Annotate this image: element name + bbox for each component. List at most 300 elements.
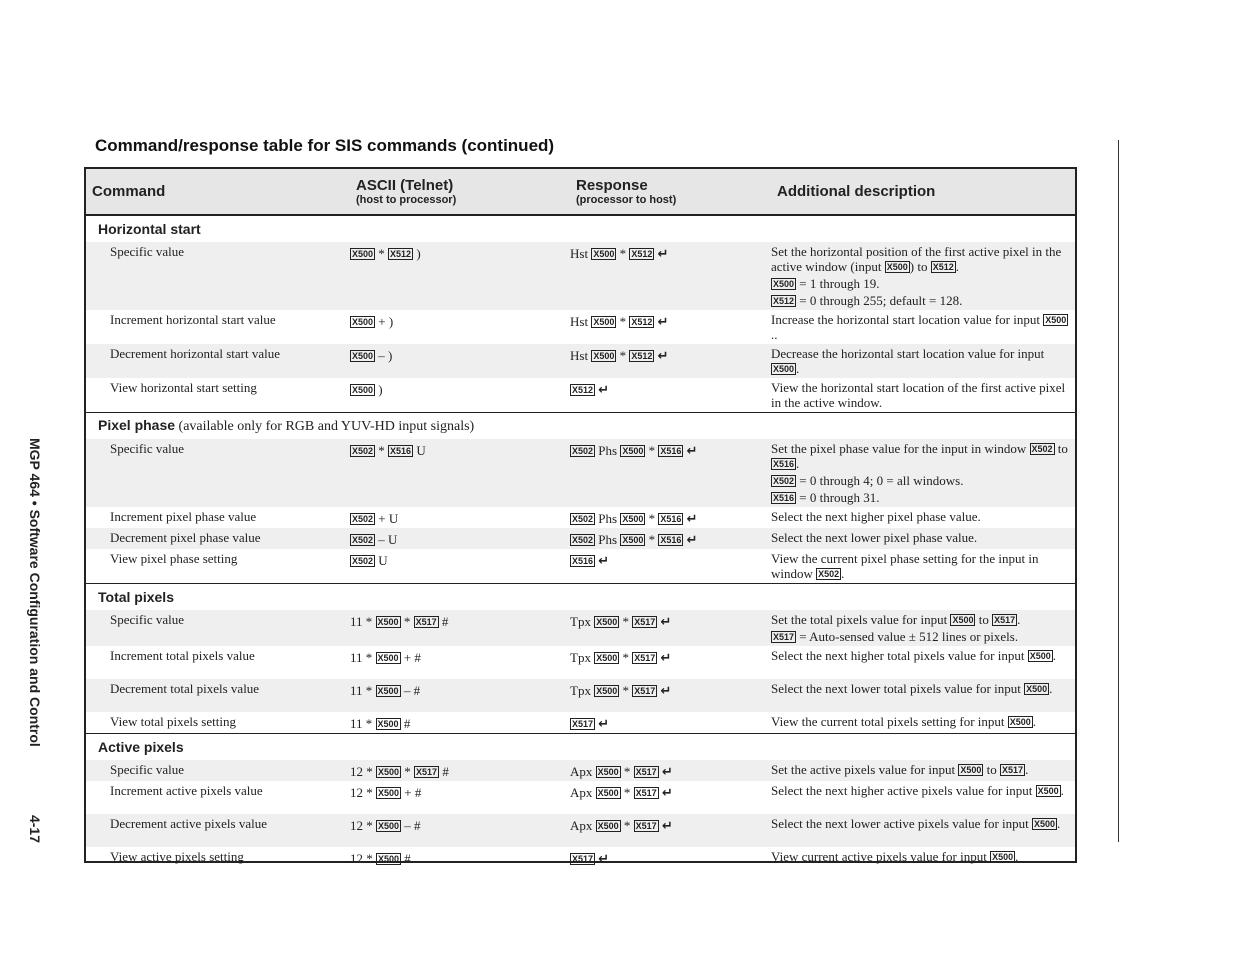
variable-code: X517 xyxy=(415,617,437,627)
variable-code: X502 xyxy=(352,514,374,524)
text-segment: * xyxy=(645,511,659,526)
variable-code: X512 xyxy=(631,351,653,361)
variable-code: X512 xyxy=(773,296,795,306)
text-segment: View the current pixel phase setting for the input in window xyxy=(771,551,1039,581)
text-segment: * xyxy=(620,818,634,833)
text-segment: Apx xyxy=(570,785,596,800)
description-line xyxy=(771,276,1069,291)
variable-code: X517 xyxy=(635,767,657,777)
text-segment: = Auto-sensed value ± 512 lines or pixels. xyxy=(796,629,1019,644)
variable-code: X500 xyxy=(1029,651,1051,661)
variable-code: X500 xyxy=(378,821,400,831)
response xyxy=(570,344,771,378)
variable-code: X516 xyxy=(660,535,682,545)
description xyxy=(771,679,1075,712)
text-segment: * xyxy=(645,443,659,458)
text-segment: U xyxy=(375,553,388,568)
section-title-text: Total pixels xyxy=(98,589,174,605)
command-name: Specific value xyxy=(86,760,350,781)
description xyxy=(771,847,1075,868)
section-title xyxy=(86,734,1075,761)
variable-code: X500 xyxy=(596,686,618,696)
text-segment: U xyxy=(413,443,426,458)
variable-code: X500 xyxy=(593,249,615,259)
enter-key-icon: ↵ xyxy=(598,383,610,398)
table-header-row xyxy=(86,169,1075,215)
text-segment: . xyxy=(1032,714,1037,729)
enter-key-icon: ↵ xyxy=(598,852,610,867)
variable-code: X500 xyxy=(378,767,400,777)
ascii-command xyxy=(350,760,570,781)
table-body xyxy=(86,215,1075,868)
description xyxy=(771,528,1075,549)
section-header-row xyxy=(86,413,1075,440)
enter-key-icon: ↵ xyxy=(660,684,672,699)
text-segment: 11 * xyxy=(350,716,376,731)
text-segment: Set the active pixels value for input xyxy=(771,762,959,777)
text-segment: View current active pixels value for input xyxy=(771,849,991,864)
table-row xyxy=(86,610,1075,646)
response xyxy=(570,610,771,646)
response xyxy=(570,549,771,584)
variable-code: X516 xyxy=(390,446,412,456)
response xyxy=(570,310,771,344)
text-segment: . xyxy=(1052,648,1056,663)
variable-code: X500 xyxy=(377,719,399,729)
text-segment: = 0 through 255; default = 128. xyxy=(796,293,963,308)
ascii-command xyxy=(350,549,570,584)
text-segment: * xyxy=(619,683,633,698)
text-segment: * xyxy=(616,246,630,261)
text-segment: # xyxy=(400,716,411,731)
section-title xyxy=(86,584,1075,611)
variable-code: X500 xyxy=(352,317,374,327)
variable-code: X500 xyxy=(352,351,374,361)
text-segment: # xyxy=(438,614,449,629)
text-segment: Select the next lower pixel phase value. xyxy=(771,530,978,545)
command-name: View horizontal start setting xyxy=(110,380,257,395)
variable-code: X516 xyxy=(572,556,594,566)
margin-rule xyxy=(1118,140,1119,842)
enter-key-icon: ↵ xyxy=(657,247,669,262)
description-line xyxy=(771,714,1069,729)
text-segment: – # xyxy=(400,683,421,698)
text-segment: Set the pixel phase value for the input in window xyxy=(771,441,1030,456)
text-segment: * xyxy=(401,764,415,779)
section-title xyxy=(86,413,1075,440)
text-segment: – U xyxy=(375,532,398,547)
ascii-command xyxy=(350,378,570,413)
header-response-sub: (processor to host) xyxy=(576,194,677,206)
command-name: Specific value xyxy=(86,610,350,646)
text-segment: + # xyxy=(400,650,421,665)
variable-code: X500 xyxy=(593,317,615,327)
text-segment: . xyxy=(1057,816,1061,831)
variable-code: X500 xyxy=(377,686,399,696)
variable-code: X500 xyxy=(378,788,400,798)
text-segment: = 1 through 19. xyxy=(796,276,880,291)
text-segment: * xyxy=(645,532,659,547)
variable-code: X500 xyxy=(597,788,619,798)
variable-code: X517 xyxy=(773,632,795,642)
text-segment: * xyxy=(619,614,633,629)
text-segment: 12 * xyxy=(350,818,376,833)
enter-key-icon: ↵ xyxy=(661,765,673,780)
ascii-command xyxy=(350,610,570,646)
response xyxy=(570,712,771,734)
variable-code: X517 xyxy=(634,686,656,696)
section-title-text: Active pixels xyxy=(98,739,184,755)
description xyxy=(771,646,1075,679)
text-segment: . xyxy=(955,259,959,274)
text-segment: . xyxy=(841,566,845,581)
enter-key-icon: ↵ xyxy=(661,786,673,801)
text-segment: = 0 through 4; 0 = all windows. xyxy=(796,473,964,488)
command-name: Increment active pixels value xyxy=(110,783,263,798)
variable-code: X502 xyxy=(352,446,374,456)
page-title: Command/response table for SIS commands (continued) xyxy=(95,136,555,155)
variable-code: X502 xyxy=(352,535,374,545)
response xyxy=(570,679,771,712)
variable-code: X512 xyxy=(572,385,594,395)
enter-key-icon: ↵ xyxy=(657,315,669,330)
text-segment: 11 * xyxy=(350,650,376,665)
text-segment: Hst xyxy=(570,348,592,363)
enter-key-icon: ↵ xyxy=(660,615,672,630)
variable-code: X512 xyxy=(390,249,412,259)
variable-code: X500 xyxy=(622,535,644,545)
text-segment: to xyxy=(983,762,1001,777)
variable-code: X502 xyxy=(1031,444,1053,454)
description xyxy=(771,310,1075,344)
variable-code: X517 xyxy=(994,615,1016,625)
text-segment: * xyxy=(616,348,630,363)
ascii-command xyxy=(350,679,570,712)
description-line xyxy=(771,312,1069,342)
variable-code: X512 xyxy=(631,249,653,259)
text-segment: * xyxy=(375,246,389,261)
variable-code: X500 xyxy=(377,653,399,663)
variable-code: X516 xyxy=(773,459,795,469)
ascii-command xyxy=(350,847,570,868)
description-line xyxy=(771,473,1069,488)
section-title-text: Horizontal start xyxy=(98,221,201,237)
ascii-command xyxy=(350,439,570,507)
variable-code: X516 xyxy=(773,493,795,503)
description xyxy=(771,760,1075,781)
ascii-command xyxy=(350,712,570,734)
text-segment: Set the total pixels value for input xyxy=(771,612,951,627)
enter-key-icon: ↵ xyxy=(686,444,698,459)
variable-code: X502 xyxy=(572,535,594,545)
command-name: Decrement active pixels value xyxy=(86,814,350,847)
variable-code: X500 xyxy=(773,364,795,374)
variable-code: X500 xyxy=(1034,819,1056,829)
text-segment: Phs xyxy=(595,511,621,526)
text-segment: Select the next higher total pixels value for input xyxy=(771,648,1028,663)
variable-code: X516 xyxy=(660,446,682,456)
header-description: Additional description xyxy=(771,169,1075,215)
text-segment: . xyxy=(1060,783,1064,798)
description xyxy=(771,507,1075,528)
response xyxy=(570,814,771,847)
text-segment: # xyxy=(439,764,449,779)
variable-code: X500 xyxy=(1037,786,1059,796)
header-command: Command xyxy=(86,169,350,215)
variable-code: X517 xyxy=(572,854,594,864)
text-segment: Select the next lower total pixels value for input xyxy=(771,681,1025,696)
table-row xyxy=(86,310,1075,344)
text-segment: Apx xyxy=(570,764,596,779)
text-segment: Select the next higher pixel phase value. xyxy=(771,509,981,524)
variable-code: X500 xyxy=(773,279,795,289)
text-segment: Phs xyxy=(595,443,621,458)
variable-code: X500 xyxy=(622,446,644,456)
text-segment: ) xyxy=(413,246,421,261)
variable-code: X500 xyxy=(886,262,908,272)
header-response: Response (processor to host) xyxy=(570,169,771,215)
description xyxy=(771,242,1075,310)
command-table xyxy=(84,167,1077,867)
ascii-command xyxy=(350,507,570,528)
text-segment: # xyxy=(401,851,411,866)
text-segment: .. xyxy=(771,327,778,342)
text-segment: * xyxy=(619,650,633,665)
description-line xyxy=(771,629,1069,644)
variable-code: X500 xyxy=(1045,315,1067,325)
response xyxy=(570,242,771,310)
description xyxy=(771,549,1075,584)
variable-code: X500 xyxy=(597,767,619,777)
ascii-command xyxy=(350,310,570,344)
description-line xyxy=(771,441,1069,471)
description xyxy=(771,814,1075,847)
response xyxy=(570,439,771,507)
ascii-command xyxy=(350,781,570,814)
ascii-command xyxy=(350,814,570,847)
text-segment: = 0 through 31. xyxy=(796,490,880,505)
text-segment: Select the next higher active pixels value for input xyxy=(771,783,1036,798)
description-line xyxy=(771,762,1069,777)
command-name: Decrement pixel phase value xyxy=(86,528,350,549)
response xyxy=(570,760,771,781)
variable-code: X500 xyxy=(378,854,400,864)
text-segment: – # xyxy=(401,818,421,833)
text-segment: . xyxy=(1017,612,1021,627)
description-line xyxy=(771,346,1069,376)
variable-code: X500 xyxy=(622,514,644,524)
description-line xyxy=(771,648,1069,663)
variable-code: X517 xyxy=(634,653,656,663)
variable-code: X502 xyxy=(572,514,594,524)
response xyxy=(570,847,771,868)
command-name: Specific value xyxy=(86,242,350,310)
text-segment: 11 * xyxy=(350,614,376,629)
variable-code: X512 xyxy=(932,262,954,272)
description-line xyxy=(771,293,1069,308)
text-segment: 11 * xyxy=(350,683,376,698)
text-segment: View the current total pixels setting for input xyxy=(771,714,1008,729)
description xyxy=(771,781,1075,814)
variable-code: X502 xyxy=(773,476,795,486)
header-ascii-sub: (host to processor) xyxy=(356,194,457,206)
response xyxy=(570,646,771,679)
text-segment: View the horizontal start location of the first active pixel in the active window. xyxy=(771,380,1066,410)
text-segment: 12 * xyxy=(350,785,376,800)
text-segment: – ) xyxy=(375,348,393,363)
table-row xyxy=(86,760,1075,781)
text-segment: Hst xyxy=(570,246,592,261)
description xyxy=(771,344,1075,378)
variable-code: X516 xyxy=(660,514,682,524)
section-header-row xyxy=(86,734,1075,761)
description xyxy=(771,610,1075,646)
command-name: View pixel phase setting xyxy=(110,551,238,566)
text-segment: . xyxy=(796,361,800,376)
variable-code: X500 xyxy=(377,617,399,627)
text-segment: . xyxy=(1025,762,1029,777)
variable-code: X517 xyxy=(635,821,657,831)
text-segment: to xyxy=(1054,441,1068,456)
text-segment: * xyxy=(375,443,389,458)
variable-code: X500 xyxy=(952,615,974,625)
text-segment: + U xyxy=(375,511,399,526)
ascii-command xyxy=(350,242,570,310)
table-row xyxy=(86,847,1075,868)
text-segment: Set the horizontal position of the first active pixel in the active window (input xyxy=(771,244,1062,274)
ascii-command xyxy=(350,646,570,679)
description-line xyxy=(771,551,1069,581)
enter-key-icon: ↵ xyxy=(661,819,673,834)
description-line xyxy=(771,380,1069,410)
description-line xyxy=(771,490,1069,505)
enter-key-icon: ↵ xyxy=(686,512,698,527)
description-line xyxy=(771,783,1069,798)
text-segment: * xyxy=(620,785,634,800)
description-line xyxy=(771,244,1069,274)
text-segment: * xyxy=(616,314,630,329)
table-row xyxy=(86,781,1075,814)
text-segment: . xyxy=(1049,681,1053,696)
variable-code: X500 xyxy=(596,617,618,627)
section-note: (available only for RGB and YUV-HD input signals) xyxy=(175,419,475,434)
section-header-row xyxy=(86,584,1075,611)
description-line xyxy=(771,849,1069,864)
enter-key-icon: ↵ xyxy=(660,651,672,666)
table-row xyxy=(86,242,1075,310)
variable-code: X502 xyxy=(818,569,840,579)
text-segment: Hst xyxy=(570,314,592,329)
variable-code: X500 xyxy=(960,765,982,775)
command-name: Specific value xyxy=(86,439,350,507)
table-row xyxy=(86,679,1075,712)
enter-key-icon: ↵ xyxy=(598,554,610,569)
table-row xyxy=(86,646,1075,679)
command-name: Increment pixel phase value xyxy=(110,509,257,524)
text-segment: Select the next lower active pixels value for input xyxy=(771,816,1032,831)
command-name: View active pixels setting xyxy=(110,849,244,864)
text-segment: Tpx xyxy=(570,650,595,665)
description-line xyxy=(771,530,1069,545)
table-row xyxy=(86,549,1075,584)
document-title: MGP 464 • Software Configuration and Control xyxy=(27,438,43,747)
variable-code: X500 xyxy=(992,852,1014,862)
text-segment: Apx xyxy=(570,818,596,833)
text-segment: + ) xyxy=(375,314,394,329)
command-name: Increment total pixels value xyxy=(110,648,255,663)
ascii-command xyxy=(350,528,570,549)
variable-code: X517 xyxy=(634,617,656,627)
variable-code: X517 xyxy=(1002,765,1024,775)
command-name: Increment horizontal start value xyxy=(110,312,276,327)
enter-key-icon: ↵ xyxy=(686,533,698,548)
text-segment: Tpx xyxy=(570,683,595,698)
side-caption xyxy=(22,438,48,843)
description xyxy=(771,378,1075,413)
enter-key-icon: ↵ xyxy=(657,349,669,364)
response xyxy=(570,528,771,549)
command-name: Decrement horizontal start value xyxy=(86,344,350,378)
command-name: Decrement total pixels value xyxy=(86,679,350,712)
variable-code: X500 xyxy=(352,385,374,395)
description xyxy=(771,439,1075,507)
variable-code: X500 xyxy=(1009,717,1031,727)
variable-code: X517 xyxy=(416,767,438,777)
variable-code: X500 xyxy=(593,351,615,361)
variable-code: X500 xyxy=(1026,684,1048,694)
text-segment: ) to xyxy=(909,259,931,274)
text-segment: Increase the horizontal start location value for input xyxy=(771,312,1044,327)
section-title-text: Pixel phase xyxy=(98,417,176,433)
header-ascii: ASCII (Telnet) (host to processor) xyxy=(350,169,570,215)
variable-code: X512 xyxy=(631,317,653,327)
text-segment: * xyxy=(400,614,414,629)
text-segment: ) xyxy=(375,382,383,397)
ascii-command xyxy=(350,344,570,378)
text-segment: . xyxy=(796,456,800,471)
description-line xyxy=(771,612,1069,627)
command-name: View total pixels setting xyxy=(110,714,236,729)
table-row xyxy=(86,439,1075,507)
table-row xyxy=(86,507,1075,528)
text-segment: 12 * xyxy=(350,764,376,779)
table-row xyxy=(86,712,1075,734)
text-segment: * xyxy=(620,764,634,779)
description-line xyxy=(771,816,1069,831)
variable-code: X517 xyxy=(572,719,594,729)
text-segment: Phs xyxy=(595,532,621,547)
section-header-row xyxy=(86,215,1075,242)
variable-code: X500 xyxy=(597,821,619,831)
variable-code: X500 xyxy=(596,653,618,663)
variable-code: X517 xyxy=(635,788,657,798)
variable-code: X502 xyxy=(572,446,594,456)
response xyxy=(570,781,771,814)
response xyxy=(570,378,771,413)
enter-key-icon: ↵ xyxy=(598,717,610,732)
page-number: 4-17 xyxy=(27,814,43,843)
table-row xyxy=(86,378,1075,413)
table-row xyxy=(86,344,1075,378)
description-line xyxy=(771,509,1069,524)
table-row xyxy=(86,528,1075,549)
description xyxy=(771,712,1075,734)
text-segment: + # xyxy=(401,785,422,800)
text-segment: Decrease the horizontal start location value for input xyxy=(771,346,1045,361)
text-segment: 12 * xyxy=(350,851,376,866)
description-line xyxy=(771,681,1069,696)
table-row xyxy=(86,814,1075,847)
